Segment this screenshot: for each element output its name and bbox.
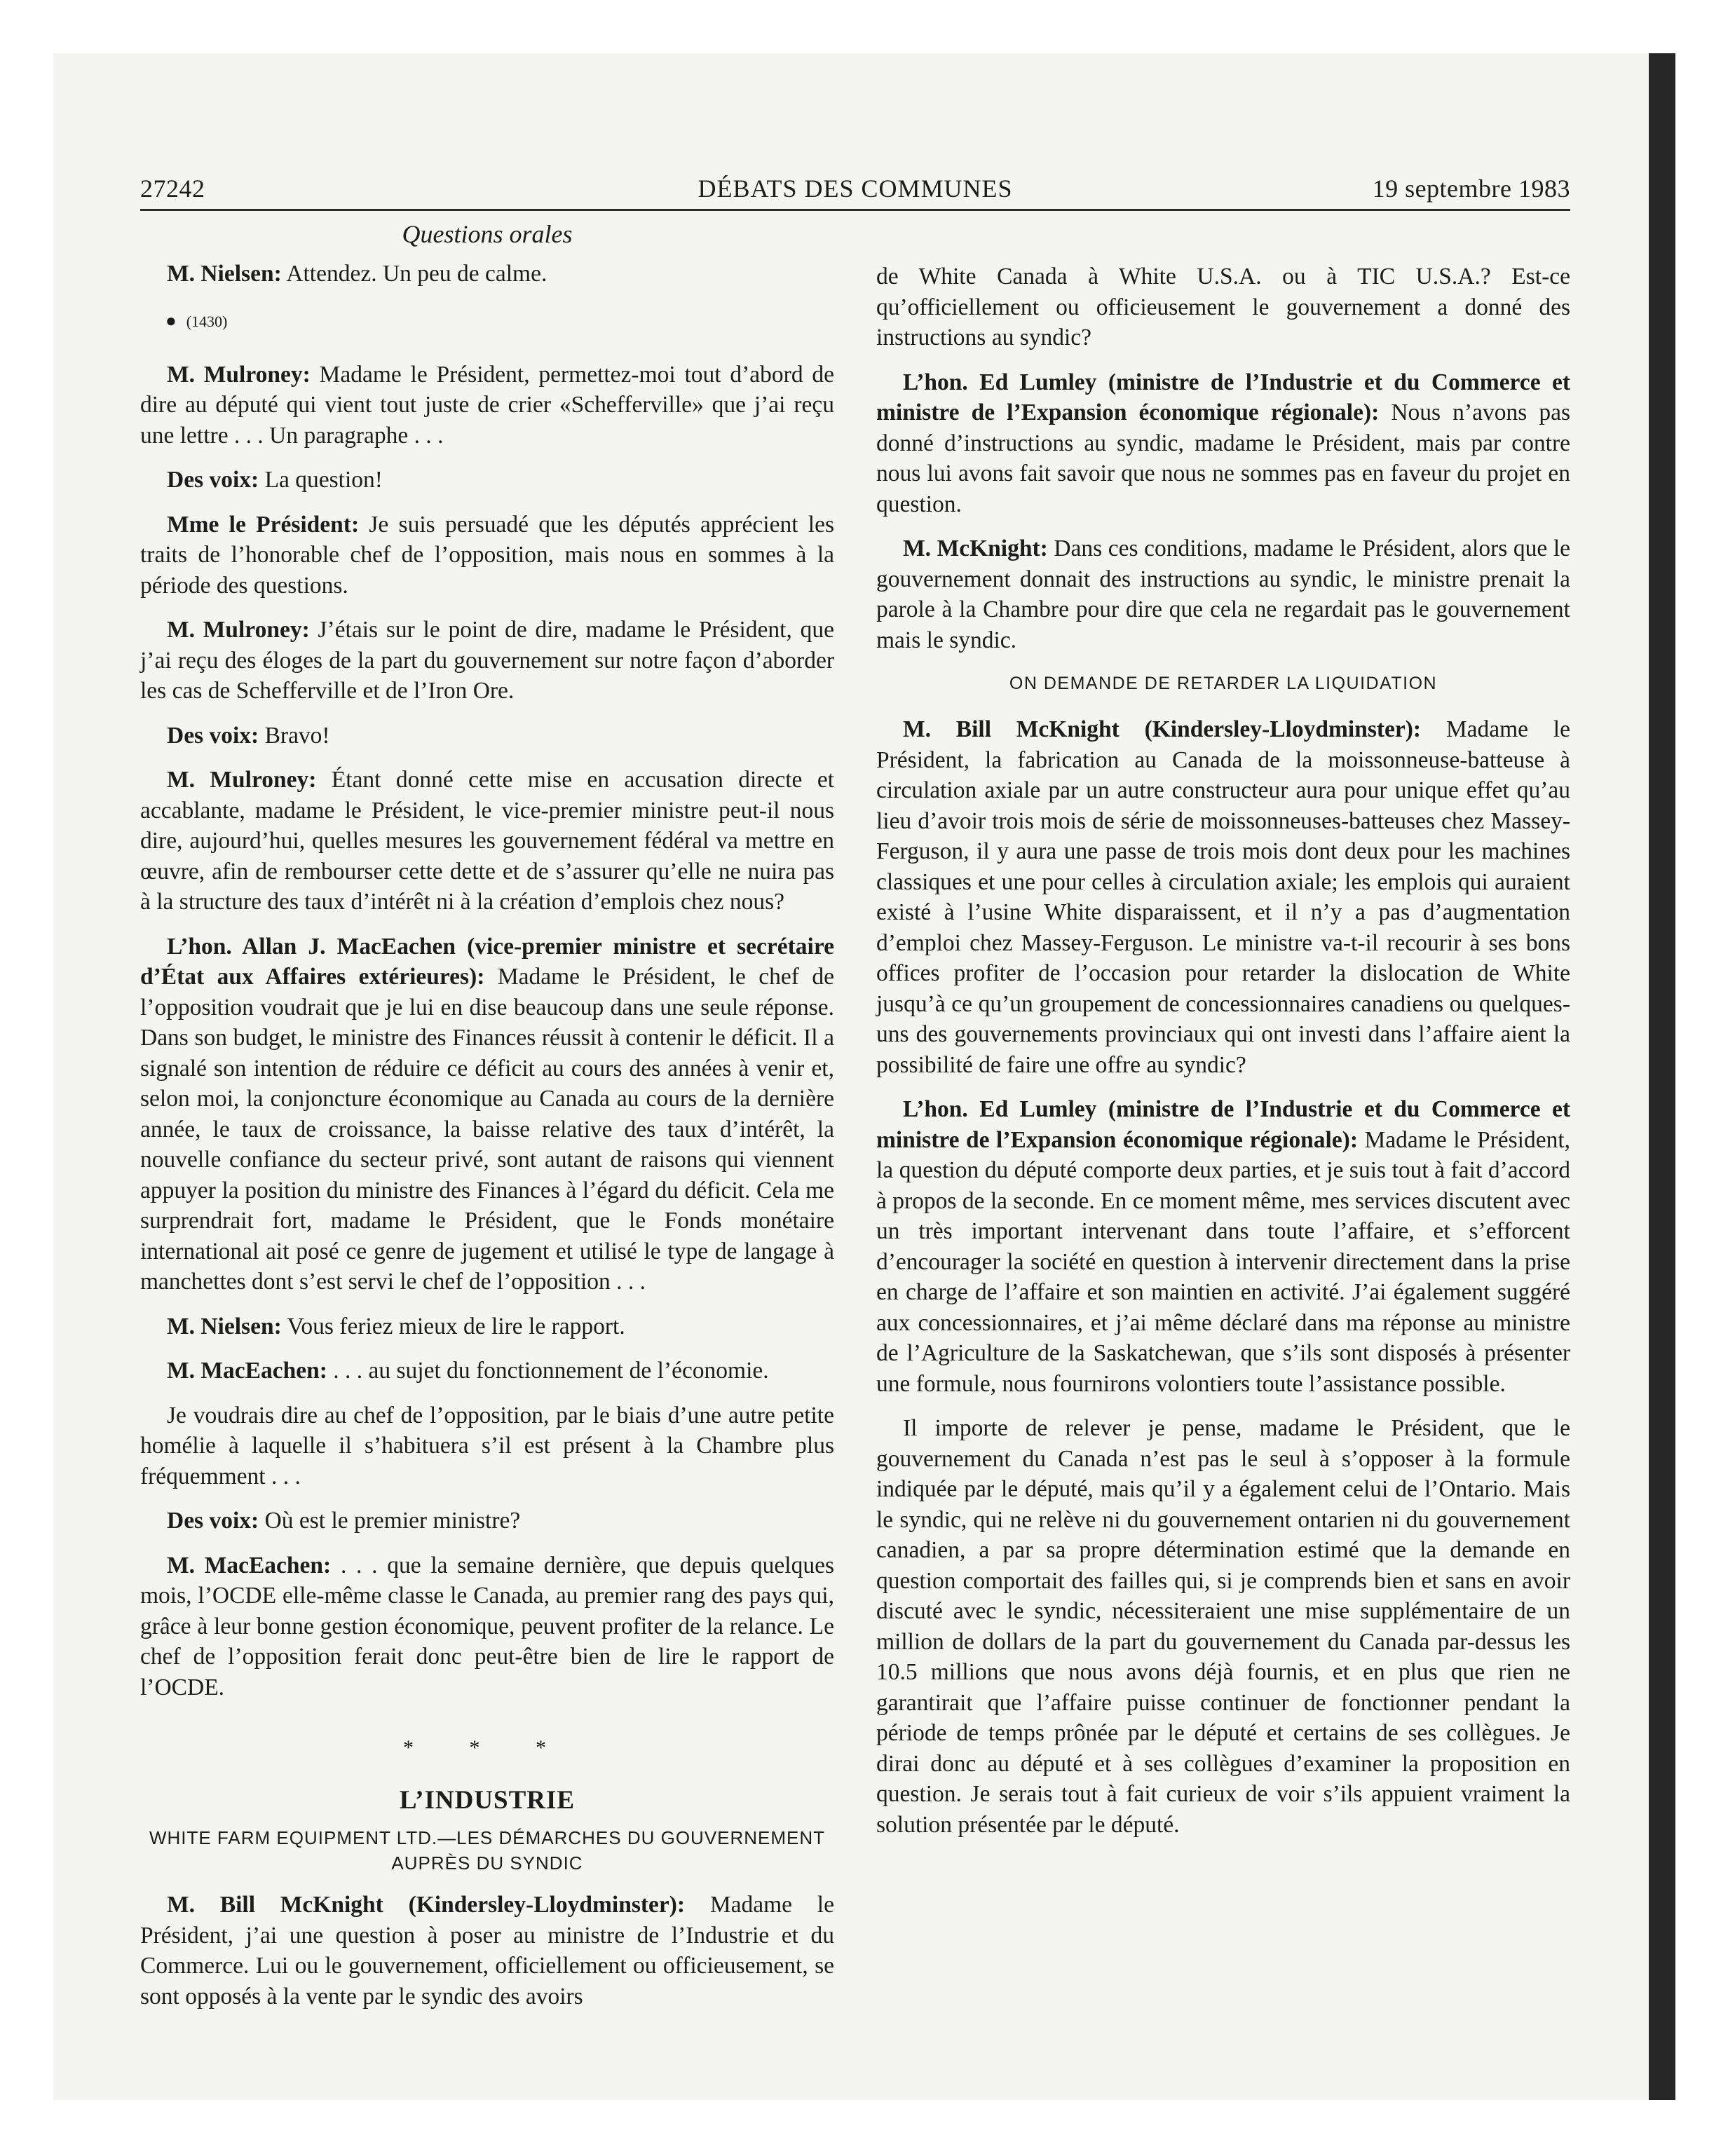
section-separator-stars: * * * <box>403 1736 571 1759</box>
speech-text: Nous n’avons pas donné d’instructions au syndic, madame le Président, mais par contre nous lui avons fait savoir que nous ne sommes pas en faveur du projet en question. <box>876 400 1570 517</box>
speaker-name: Des voix: <box>167 1508 259 1534</box>
paragraph <box>140 1890 834 2012</box>
publication-title: DÉBATS DES COMMUNES <box>698 175 1013 203</box>
speech-text: Madame le Président, la fabrication au Canada de la moissonneuse-batteuse à circulation axiale par un autre constructeur aura pour unique effet qu’au lieu d’avoir trois mois de série de moissonneuses-batteuses chez Massey-Ferguson, il y aura une passe de trois mois dont deux pour les machines classiques et une pour celles à circulation axiale; les emplois qui auraient existé à l’usine White disparaissent, et il n’y a pas d’augmentation d’emploi chez Massey-Ferguson. Le ministre va-t-il recourir à ses bons offices profiter de l’occasion pour retarder la dislocation de White jusqu’à ce qu’un groupement de concessionnaires canadiens ou quelques-uns des gouvernements provinciaux qui ont investi dans l’affaire aient la possibilité de faire une offre au syndic? <box>876 716 1570 1078</box>
speaker-name: M. Nielsen: <box>167 261 282 287</box>
paragraph <box>140 615 834 707</box>
speech-text: Où est le premier ministre? <box>259 1508 521 1534</box>
speaker-name: M. Bill McKnight (Kindersley-Lloydminster): <box>903 716 1422 742</box>
speaker-name: L’hon. Ed Lumley (ministre de l’Industrie et du Commerce et ministre de l’Expansion économique régionale): <box>876 369 1570 425</box>
speaker-name: M. Mulroney: <box>167 767 317 793</box>
timestamp <box>165 311 834 332</box>
paragraph <box>140 360 834 451</box>
speech-text: J’étais sur le point de dire, madame le Président, que j’ai reçu des éloges de la part du gouvernement sur notre façon d’aborder les cas de Schefferville et de l’Iron Ore. <box>140 617 834 704</box>
speech-text: Madame le Président, le chef de l’opposition voudrait que je lui en dise beaucoup dans une seule réponse. Dans son budget, le ministre des Finances réussit à contenir le déficit. Il a signalé son intention de réduire ce déficit au cours des années à venir et, selon moi, la conjoncture économique au Canada au cours de la dernière année, le taux de croissance, la baisse relative des taux d’intérêt, la nouvelle confiance du secteur privé, sont autant de raisons qui viennent appuyer la position du ministre des Finances à l’égard du déficit. Cela me surprendrait fort, madame le Président, que le Fonds monétaire international ait posé ce genre de jugement et utilisé le type de langage à manchettes dont s’est servi le chef de l’opposition . . . <box>140 964 834 1295</box>
running-header <box>140 171 1570 211</box>
paragraph <box>140 465 834 496</box>
speech-text: Étant donné cette mise en accusation directe et accablante, madame le Président, le vice-premier ministre peut-il nous dire, aujourd’hui, quelles mesures les gouvernement fédéral va mettre en œuvre, afin de rembourser cette dette et de s’assurer qu’elle ne nuira pas à la structure des taux d’intérêt ni à la création d’emplois chez nous? <box>140 767 834 915</box>
paragraph <box>140 1356 834 1386</box>
speaker-name: Des voix: <box>167 467 259 493</box>
speaker-name: L’hon. Ed Lumley (ministre de l’Industrie et du Commerce et ministre de l’Expansion économique régionale): <box>876 1096 1570 1153</box>
speech-text: Attendez. Un peu de calme. <box>281 261 547 287</box>
speech-text: Madame le Président, permettez-moi tout d’abord de dire au député qui vient tout juste de crier «Schefferville» que j’ai reçu une lettre . . . Un paragraphe . . . <box>140 361 834 449</box>
paragraph <box>140 1311 834 1342</box>
speech-text: Bravo! <box>259 722 330 749</box>
paragraph: Il importe de relever je pense, madame le Président, que le gouvernement du Canada n’est pas le seul à s’opposer à la formule indiquée par le député, mais qu’il y a également celui de l’Ontario. Mais le syndic, qui ne relève ni du gouvernement ontarien ni du gouvernement canadien, a par sa propre détermination estimé que la demande en question comportait des failles qui, si je comprends bien et sans en avoir discuté avec le syndic, nécessiteraient une mise supplémentaire de un million de dollars de la part du gouvernement du Canada par-dessus les 10.5 millions que nous avons déjà fournis, et en plus que rien ne garantirait que l’affaire puisse continuer de fonctionner pendant la période de temps prônée par le député et certains de ses collègues. Je dirai donc au député et à ses collègues d’examiner la proposition en question. Je serais tout à fait curieux de voir s’ils appuient vraiment la solution présentée par le député. <box>876 1415 1570 1838</box>
speaker-name: M. MacEachen: <box>167 1552 332 1578</box>
bullet-icon: ● <box>165 310 177 331</box>
left-column <box>140 219 834 2026</box>
paragraph <box>876 533 1570 655</box>
speech-text: La question! <box>259 467 383 493</box>
speech-text: Vous feriez mieux de lire le rapport. <box>281 1313 625 1339</box>
paragraph <box>140 721 834 751</box>
document-page <box>140 171 1570 2010</box>
speech-text: Je suis persuadé que les députés apprécient les traits de l’honorable chef de l’opposition, mais nous en sommes à la période des questions. <box>140 511 834 599</box>
paragraph <box>140 259 834 289</box>
speaker-name: M. Bill McKnight (Kindersley-Lloydminster): <box>167 1892 686 1918</box>
paragraph <box>140 1506 834 1536</box>
speech-text: . . . au sujet du fonctionnement de l’économie. <box>327 1358 769 1384</box>
paragraph <box>140 932 834 1297</box>
section-heading: L’INDUSTRIE <box>399 1786 576 1815</box>
speech-text: Madame le Président, la question du député comporte deux parties, et je suis tout à fait d’accord à propos de la seconde. En ce moment même, mes services discutent avec un très important intervenant dans toute l’affaire, et s’efforcent d’encourager la société en question à intervenir directement dans la prise en charge de l’affaire et son maintien en activité. J’ai également suggéré aux concessionnaires, et j’ai même déclaré dans ma réponse au ministre de l’Agriculture de la Saskatchewan, que s’ils sont disposés à présenter une formule, nous fournirons volontiers toute l’assistance possible. <box>876 1126 1570 1397</box>
speaker-name: M. MacEachen: <box>167 1358 327 1384</box>
paragraph <box>876 714 1570 1080</box>
page-number: 27242 <box>140 175 205 203</box>
right-column <box>876 261 1570 1854</box>
paragraph <box>876 367 1570 520</box>
paragraph-continued: de White Canada à White U.S.A. ou à TIC U.S.A.? Est-ce qu’officiellement ou officieusement le gouvernement a donné des instructions au syndic? <box>876 264 1570 350</box>
speech-text: Madame le Président, j’ai une question à poser au ministre de l’Industrie et du Commerce. Lui ou le gouvernement, officiellement ou officieusement, se sont opposés à la vente par le syndic des avoirs <box>140 1892 834 2010</box>
speech-text: . . . que la semaine dernière, que depuis quelques mois, l’OCDE elle-même classe le Canada, au premier rang des pays qui, grâce à leur bonne gestion économique, peuvent profiter de la relance. Le chef de l’opposition ferait donc peut-être bien de lire le rapport de l’OCDE. <box>140 1552 834 1700</box>
paragraph: Je voudrais dire au chef de l’opposition, par le biais d’une autre petite homélie à laquelle il s’habituera s’il est présent à la Chambre plus fréquemment . . . <box>140 1402 834 1489</box>
timestamp-value: (1430) <box>186 312 228 330</box>
speaker-name: M. Mulroney: <box>167 361 311 388</box>
subsection-heading: ON DEMANDE DE RETARDER LA LIQUIDATION <box>1009 674 1438 693</box>
speaker-name: M. Mulroney: <box>167 617 310 643</box>
speech-text: Dans ces conditions, madame le Président, alors que le gouvernement donnait des instructions au syndic, le ministre prenait la parole à la Chambre pour dire que cela ne regardait pas le gouvernement mais le syndic. <box>876 535 1570 653</box>
speaker-name: M. McKnight: <box>903 535 1048 561</box>
speaker-name: Mme le Président: <box>167 511 360 538</box>
paragraph <box>140 510 834 601</box>
paragraph <box>876 1094 1570 1399</box>
subsection-heading: WHITE FARM EQUIPMENT LTD.—LES DÉMARCHES DU GOUVERNEMENT AUPRÈS DU SYNDIC <box>149 1827 826 1874</box>
speaker-name: M. Nielsen: <box>167 1313 282 1339</box>
paragraph <box>140 765 834 917</box>
paragraph <box>140 1550 834 1703</box>
scan-edge-shadow <box>1649 53 1675 2100</box>
publication-date: 19 septembre 1983 <box>1372 175 1570 203</box>
speaker-name: Des voix: <box>167 722 259 749</box>
speaker-name: L’hon. Allan J. MacEachen (vice-premier ministre et secrétaire d’État aux Affaires extérieures): <box>140 933 834 990</box>
section-label: Questions orales <box>402 220 573 248</box>
